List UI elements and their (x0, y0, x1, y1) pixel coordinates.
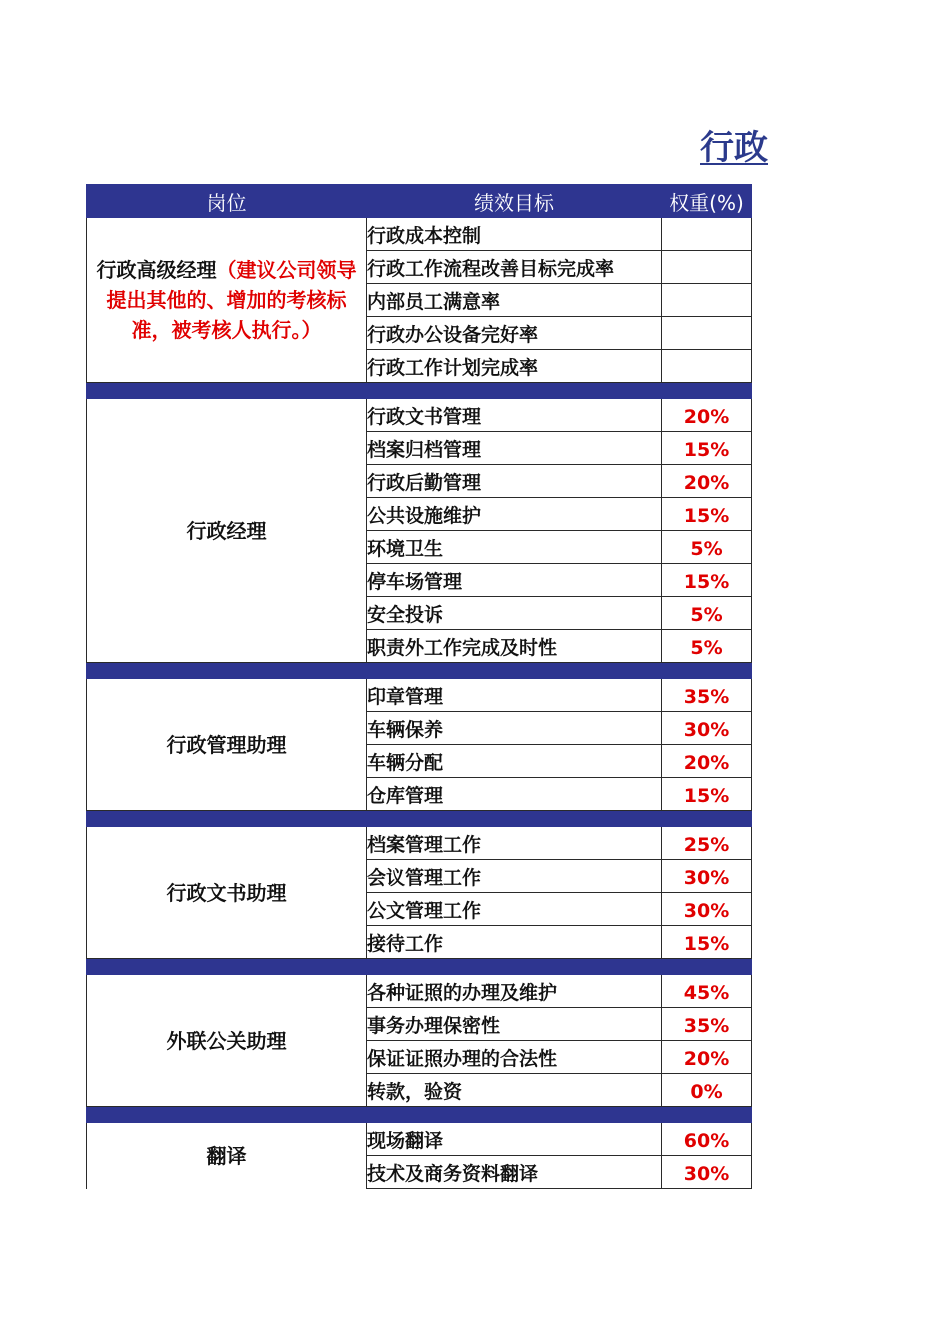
role-cell (87, 827, 367, 959)
table-row (87, 975, 752, 1008)
page-title: 行政 (700, 128, 768, 168)
goal-cell: 行政工作流程改善目标完成率 (367, 251, 662, 284)
separator-cell (87, 959, 367, 975)
weight-cell: 5% (662, 597, 752, 630)
group-separator (87, 811, 752, 827)
group-separator (87, 663, 752, 679)
separator-cell (87, 811, 367, 827)
role-name: 行政高级经理 (96, 258, 217, 282)
goal-cell: 档案归档管理 (367, 432, 662, 465)
goal-cell: 保证证照办理的合法性 (367, 1041, 662, 1074)
kpi-table (86, 184, 752, 1189)
separator-cell (87, 1107, 367, 1123)
weight-cell: 30% (662, 1156, 752, 1189)
weight-cell: 20% (662, 745, 752, 778)
separator-cell (662, 959, 752, 975)
goal-cell: 行政文书管理 (367, 399, 662, 432)
weight-cell: 30% (662, 860, 752, 893)
weight-cell: 20% (662, 399, 752, 432)
weight-cell (662, 218, 752, 251)
header-goal: 绩效目标 (367, 185, 662, 218)
weight-cell: 25% (662, 827, 752, 860)
weight-cell: 30% (662, 893, 752, 926)
weight-cell: 5% (662, 531, 752, 564)
separator-cell (662, 811, 752, 827)
weight-cell: 30% (662, 712, 752, 745)
role-note: （建议公司领导提出其他的、增加的考核标准，被考核人执行。） (106, 258, 357, 342)
weight-cell: 35% (662, 1008, 752, 1041)
role-cell (87, 679, 367, 811)
role-cell (87, 218, 367, 383)
weight-cell: 15% (662, 498, 752, 531)
separator-cell (87, 663, 367, 679)
goal-cell: 会议管理工作 (367, 860, 662, 893)
table-row (87, 1123, 752, 1156)
table-header-row (87, 185, 752, 218)
table-row (87, 399, 752, 432)
goal-cell: 停车场管理 (367, 564, 662, 597)
weight-cell: 45% (662, 975, 752, 1008)
role-name: 行政经理 (186, 518, 267, 543)
goal-cell: 车辆保养 (367, 712, 662, 745)
weight-cell: 20% (662, 465, 752, 498)
table-row (87, 218, 752, 251)
goal-cell: 技术及商务资料翻译 (367, 1156, 662, 1189)
separator-cell (662, 663, 752, 679)
separator-cell (87, 383, 367, 399)
role-cell (87, 399, 367, 663)
weight-cell: 0% (662, 1074, 752, 1107)
goal-cell: 行政工作计划完成率 (367, 350, 662, 383)
goal-cell: 档案管理工作 (367, 827, 662, 860)
goal-cell: 安全投诉 (367, 597, 662, 630)
weight-cell (662, 251, 752, 284)
role-name: 行政文书助理 (166, 880, 287, 905)
group-separator (87, 383, 752, 399)
weight-cell: 5% (662, 630, 752, 663)
goal-cell: 转款，验资 (367, 1074, 662, 1107)
separator-cell (367, 959, 662, 975)
separator-cell (367, 383, 662, 399)
goal-cell: 公共设施维护 (367, 498, 662, 531)
separator-cell (662, 383, 752, 399)
weight-cell: 35% (662, 679, 752, 712)
kpi-table-body (87, 218, 752, 1189)
goal-cell: 印章管理 (367, 679, 662, 712)
goal-cell: 职责外工作完成及时性 (367, 630, 662, 663)
group-separator (87, 959, 752, 975)
goal-cell: 行政后勤管理 (367, 465, 662, 498)
role-name: 外联公关助理 (166, 1028, 287, 1053)
role-cell (87, 1123, 367, 1189)
group-separator (87, 1107, 752, 1123)
goal-cell: 现场翻译 (367, 1123, 662, 1156)
header-weight: 权重(%) (662, 185, 752, 218)
weight-cell: 15% (662, 926, 752, 959)
weight-cell (662, 284, 752, 317)
table-row (87, 827, 752, 860)
goal-cell: 各种证照的办理及维护 (367, 975, 662, 1008)
goal-cell: 行政办公设备完好率 (367, 317, 662, 350)
role-cell (87, 975, 367, 1107)
weight-cell (662, 350, 752, 383)
separator-cell (367, 663, 662, 679)
separator-cell (367, 1107, 662, 1123)
header-position: 岗位 (87, 185, 367, 218)
goal-cell: 内部员工满意率 (367, 284, 662, 317)
separator-cell (662, 1107, 752, 1123)
goal-cell: 仓库管理 (367, 778, 662, 811)
role-name: 翻译 (206, 1143, 247, 1168)
goal-cell: 环境卫生 (367, 531, 662, 564)
weight-cell: 15% (662, 432, 752, 465)
weight-cell: 15% (662, 778, 752, 811)
weight-cell: 20% (662, 1041, 752, 1074)
table-row (87, 679, 752, 712)
weight-cell: 60% (662, 1123, 752, 1156)
weight-cell (662, 317, 752, 350)
goal-cell: 接待工作 (367, 926, 662, 959)
separator-cell (367, 811, 662, 827)
goal-cell: 公文管理工作 (367, 893, 662, 926)
goal-cell: 行政成本控制 (367, 218, 662, 251)
goal-cell: 事务办理保密性 (367, 1008, 662, 1041)
role-name: 行政管理助理 (166, 732, 287, 757)
weight-cell: 15% (662, 564, 752, 597)
goal-cell: 车辆分配 (367, 745, 662, 778)
